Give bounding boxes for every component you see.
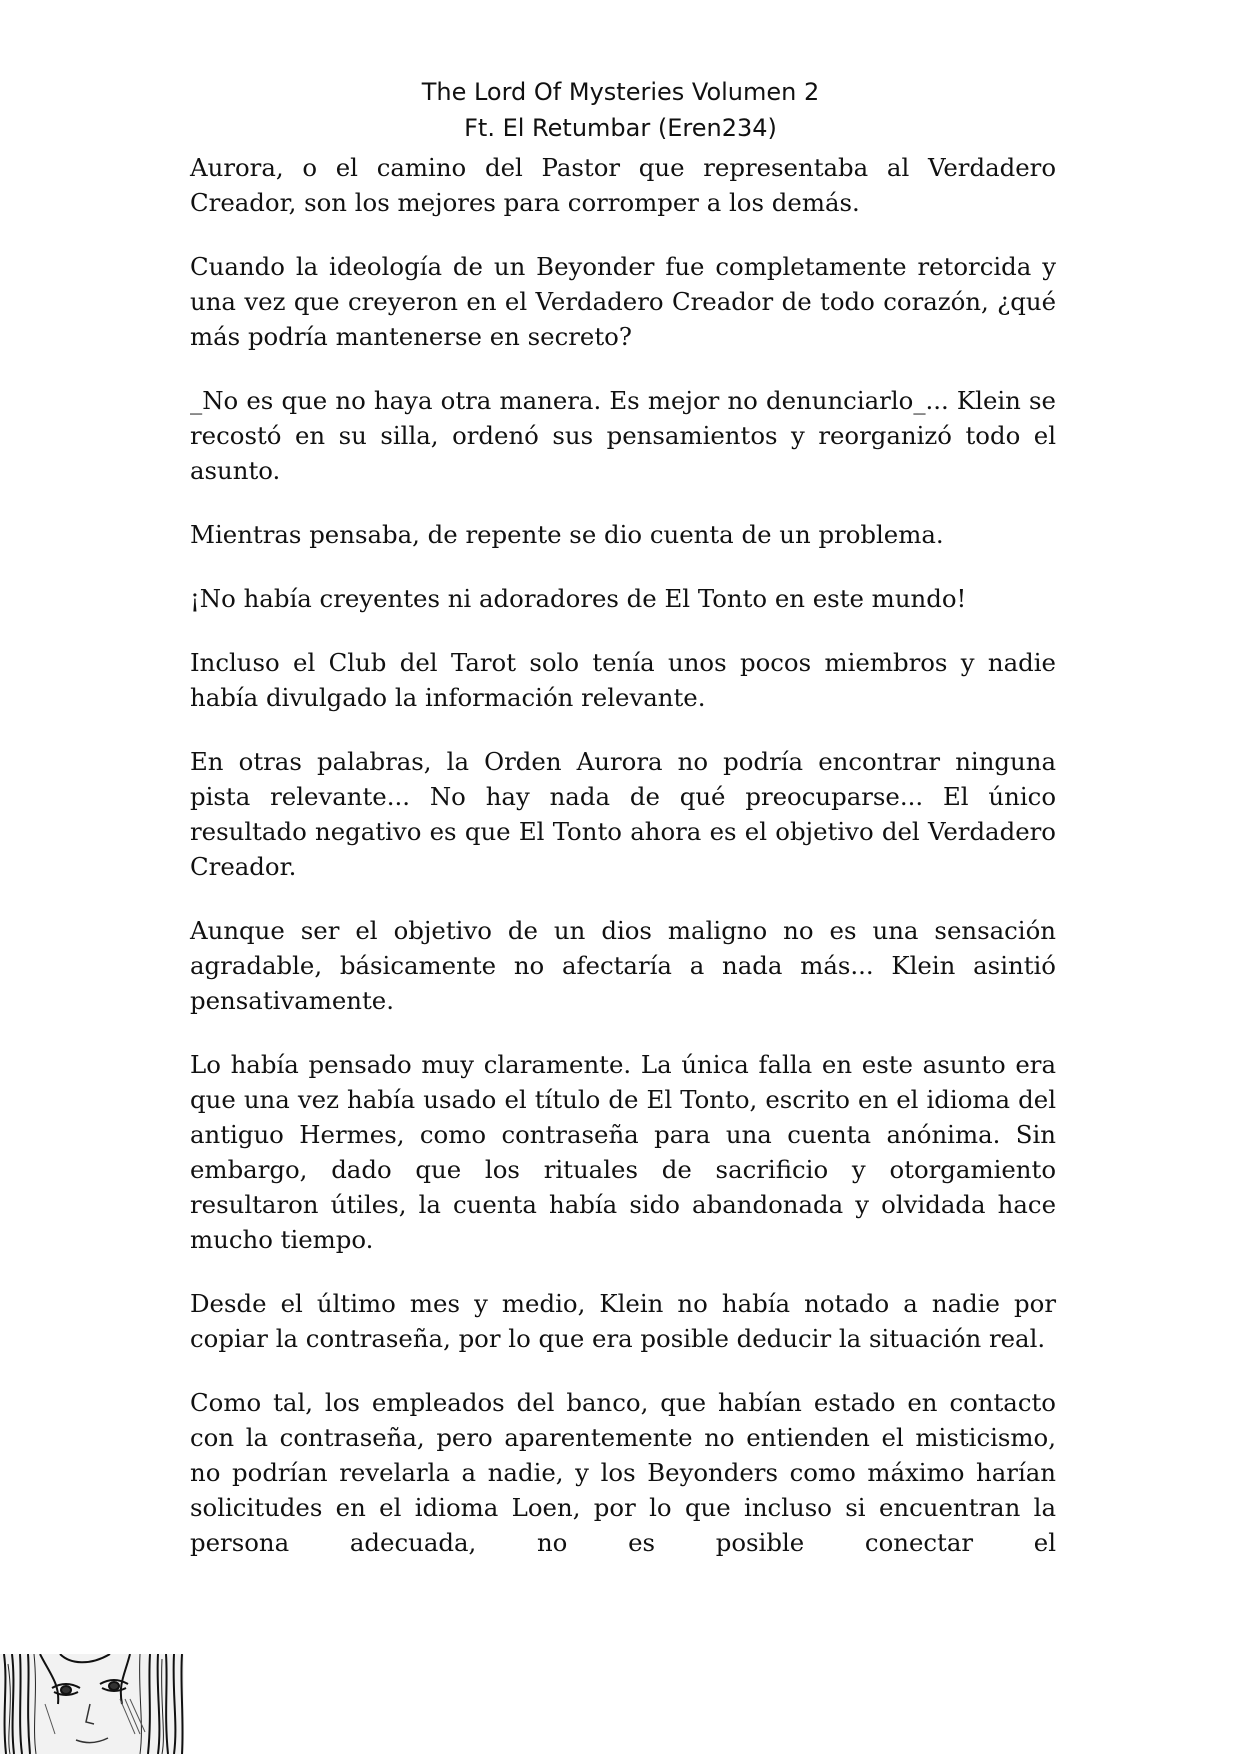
paragraph: En otras palabras, la Orden Aurora no podría encontrar ninguna pista relevante... No hay nada de qué preocuparse... El único resultado negativo es que El Tonto ahora es el objetivo del Verdadero Creador.: [190, 747, 1056, 881]
paragraph: Desde el último mes y medio, Klein no había notado a nadie por copiar la contraseña, por lo que era posible deducir la situación real.: [190, 1289, 1056, 1353]
paragraph: Aurora, o el camino del Pastor que representaba al Verdadero Creador, son los mejores para corromper a los demás.: [190, 153, 1056, 217]
paragraph: Aunque ser el objetivo de un dios maligno no es una sensación agradable, básicamente no afectaría a nada más... Klein asintió pensativamente.: [190, 916, 1056, 1015]
paragraph: Mientras pensaba, de repente se dio cuenta de un problema.: [190, 520, 944, 549]
paragraph: Como tal, los empleados del banco, que habían estado en contacto con la contraseña, pero aparentemente no entienden el misticismo, no podrían revelarla a nadie, y los Beyonders como máximo harían solicitudes en el idioma Loen, por lo que incluso si encuentran la persona adecuada, no es posible conectar el: [190, 1388, 1056, 1557]
manga-portrait-image: [0, 1654, 184, 1754]
document-subtitle: Ft. El Retumbar (Eren234): [464, 114, 777, 142]
paragraph: Cuando la ideología de un Beyonder fue completamente retorcida y una vez que creyeron en el Verdadero Creador de todo corazón, ¿qué más podría mantenerse en secreto?: [190, 252, 1056, 351]
paragraph: ¡No había creyentes ni adoradores de El Tonto en este mundo!: [190, 584, 967, 613]
paragraph: Lo había pensado muy claramente. La única falla en este asunto era que una vez había usado el título de El Tonto, escrito en el idioma del antiguo Hermes, como contraseña para una cuenta anónima. Sin embargo, dado que los rituales de sacrificio y otorgamiento resultaron útiles, la cuenta había sido abandonada y olvidada hace mucho tiempo.: [190, 1050, 1056, 1254]
page-header: [0, 74, 1241, 146]
document-title: The Lord Of Mysteries Volumen 2: [421, 78, 820, 106]
paragraph: Incluso el Club del Tarot solo tenía unos pocos miembros y nadie había divulgado la información relevante.: [190, 648, 1056, 712]
paragraph: _No es que no haya otra manera. Es mejor no denunciarlo_... Klein se recostó en su silla, ordenó sus pensamientos y reorganizó todo el asunto.: [190, 386, 1056, 485]
body-text: [190, 150, 1056, 1560]
